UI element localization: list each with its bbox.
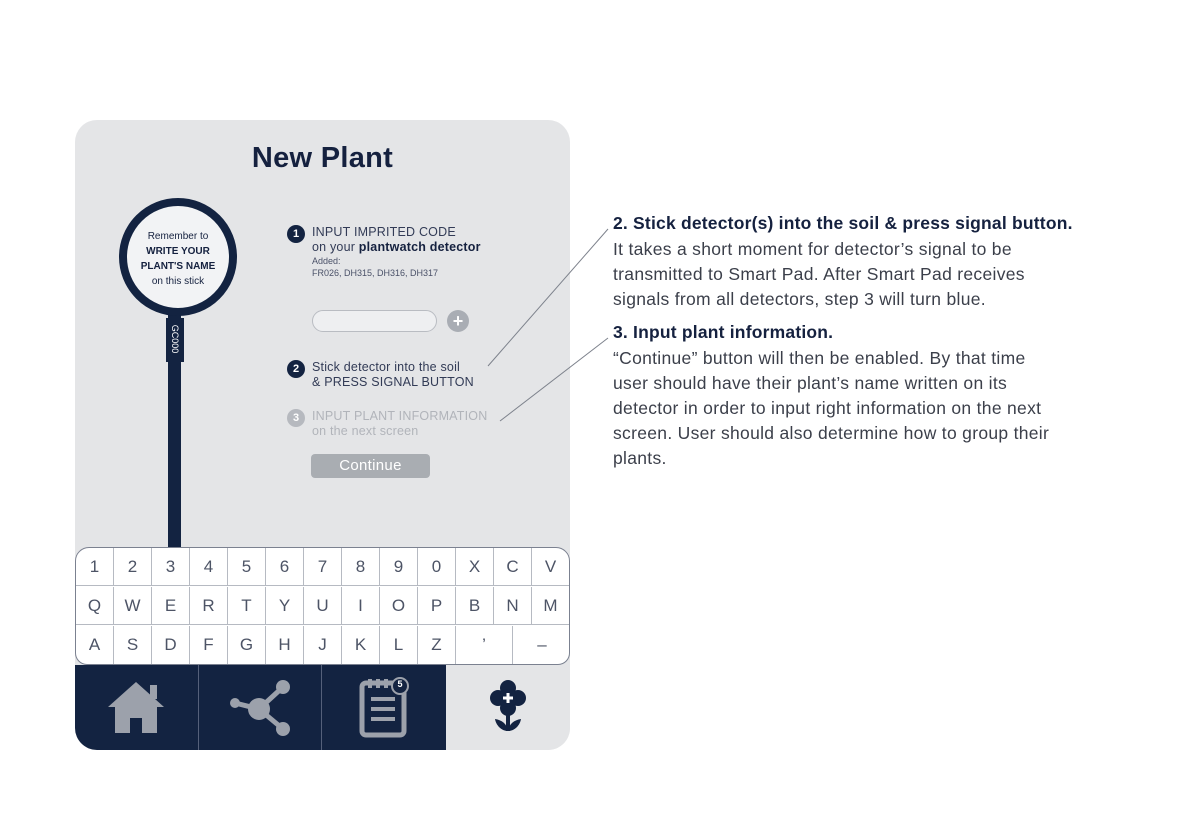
key[interactable]: 4 xyxy=(190,548,228,586)
key[interactable]: 6 xyxy=(266,548,304,586)
key[interactable]: I xyxy=(342,587,380,625)
added-label: Added: xyxy=(312,256,341,266)
key[interactable]: M xyxy=(532,587,569,625)
annotation-3-line: user should have their plant’s name written on its xyxy=(613,373,1008,393)
key[interactable]: B xyxy=(456,587,494,625)
key[interactable]: 7 xyxy=(304,548,342,586)
notes-badge: 5 xyxy=(397,679,403,689)
key[interactable]: S xyxy=(114,626,152,664)
key[interactable]: X xyxy=(456,548,494,586)
step-2-badge: 2 xyxy=(287,360,305,378)
annotation-2-line: It takes a short moment for detector’s signal to be xyxy=(613,239,1012,259)
key[interactable]: K xyxy=(342,626,380,664)
key[interactable]: F xyxy=(190,626,228,664)
annotation-3-body xyxy=(613,346,1049,471)
step-2-title: Stick detector into the soil xyxy=(312,360,461,374)
key[interactable]: H xyxy=(266,626,304,664)
stick-line-3: PLANT'S NAME xyxy=(140,261,216,272)
key[interactable]: 2 xyxy=(114,548,152,586)
step-1-detector: plantwatch detector xyxy=(358,240,481,254)
step-3-title: INPUT PLANT INFORMATION xyxy=(312,409,488,423)
key[interactable]: ’ xyxy=(456,626,513,664)
key[interactable]: 0 xyxy=(418,548,456,586)
stick-code: GC000 xyxy=(170,324,180,354)
step-1-prefix: on your xyxy=(312,240,359,254)
add-code-button[interactable]: + xyxy=(447,310,469,332)
page-title: New Plant xyxy=(251,142,394,174)
annotation-2-line: transmitted to Smart Pad. After Smart Pad receives xyxy=(613,264,1025,284)
key[interactable]: Z xyxy=(418,626,456,664)
key[interactable]: O xyxy=(380,587,418,625)
step-3-subtitle: on the next screen xyxy=(312,424,419,438)
key[interactable]: G xyxy=(228,626,266,664)
key[interactable]: N xyxy=(494,587,532,625)
stick-line-4: on this stick xyxy=(151,276,205,287)
key[interactable]: D xyxy=(152,626,190,664)
annotation-3-line: screen. User should also determine how to group their xyxy=(613,423,1050,443)
annotation-3-heading: 3. Input plant information. xyxy=(613,322,834,342)
annotation-2-heading: 2. Stick detector(s) into the soil & press signal button. xyxy=(613,213,1073,233)
key[interactable]: C xyxy=(494,548,532,586)
continue-button[interactable]: Continue xyxy=(311,454,430,478)
key[interactable]: V xyxy=(532,548,569,586)
key[interactable]: 5 xyxy=(228,548,266,586)
key[interactable]: 3 xyxy=(152,548,190,586)
annotation-3-line: detector in order to input right information on the next xyxy=(613,398,1042,418)
step-3-badge: 3 xyxy=(287,409,305,427)
key[interactable]: L xyxy=(380,626,418,664)
key[interactable]: Q xyxy=(76,587,114,625)
annotation-line-2 xyxy=(488,229,608,366)
key[interactable]: T xyxy=(228,587,266,625)
step-2-subtitle: & PRESS SIGNAL BUTTON xyxy=(312,375,474,389)
key[interactable]: P xyxy=(418,587,456,625)
key[interactable]: – xyxy=(537,635,547,654)
step-1-title: INPUT IMPRITED CODE xyxy=(312,225,456,239)
added-codes: FR026, DH315, DH316, DH317 xyxy=(312,268,439,278)
step-1-badge: 1 xyxy=(287,225,305,243)
annotation-3-line: plants. xyxy=(613,448,667,468)
stick-line-2: WRITE YOUR xyxy=(146,246,210,257)
key[interactable]: Y xyxy=(266,587,304,625)
key[interactable]: U xyxy=(304,587,342,625)
key[interactable]: 9 xyxy=(380,548,418,586)
annotation-3-line: “Continue” button will then be enabled. By that time xyxy=(613,348,1026,368)
key[interactable]: E xyxy=(152,587,190,625)
key[interactable]: W xyxy=(114,587,152,625)
stick-line-1: Remember to xyxy=(147,231,209,242)
key[interactable]: J xyxy=(304,626,342,664)
key[interactable]: A xyxy=(76,626,114,664)
key[interactable]: 1 xyxy=(76,548,114,586)
annotation-2-line: signals from all detectors, step 3 will turn blue. xyxy=(613,289,986,309)
key[interactable]: 8 xyxy=(342,548,380,586)
key[interactable]: R xyxy=(190,587,228,625)
annotation-line-3 xyxy=(500,338,608,421)
annotation-2-body xyxy=(613,237,1025,312)
